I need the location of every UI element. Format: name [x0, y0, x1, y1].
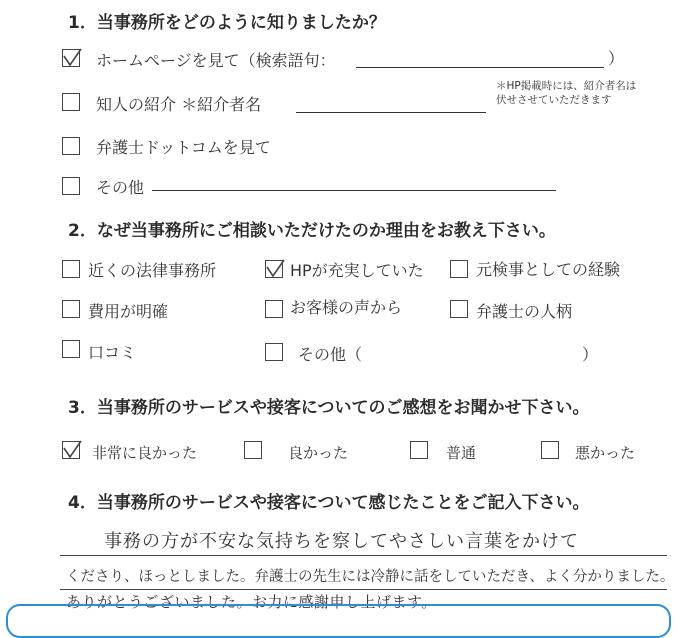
- q1-option-referral: 知人の紹介 ＊紹介者名: [96, 95, 262, 114]
- q3-option-good: 良かった: [288, 444, 349, 462]
- q3-checkbox-bad[interactable]: [541, 441, 559, 459]
- q2-checkbox-nearby[interactable]: [62, 260, 80, 278]
- check-icon: [61, 47, 83, 69]
- q2-option-wordofmouth: 口コミ: [88, 343, 137, 362]
- q1-referrer-name-field[interactable]: [296, 112, 486, 113]
- q4-answer-line-3: ありがとうございました。お力に感謝申し上げます。: [66, 593, 437, 611]
- q2-title: 2．なぜ当事務所にご相談いただけたのか理由をお教え下さい。: [68, 221, 556, 241]
- q1-checkbox-bengo4[interactable]: [62, 137, 80, 155]
- q1-other-field[interactable]: [152, 190, 556, 191]
- q1-checkbox-referral[interactable]: [62, 93, 80, 111]
- q3-checkbox-good[interactable]: [244, 441, 262, 459]
- q2-option-personality: 弁護士の人柄: [476, 302, 573, 321]
- check-icon: [61, 439, 83, 461]
- q2-checkbox-wordofmouth[interactable]: [62, 340, 80, 358]
- q2-checkbox-hp[interactable]: [265, 260, 283, 278]
- q2-option-voices: お客様の声から: [290, 298, 403, 317]
- q1-note-line1: ＊HP掲載時には、紹介者名は: [496, 80, 637, 92]
- q1-option-homepage: ホームページを見て（検索語句：: [96, 51, 336, 70]
- q1-checkbox-other[interactable]: [62, 177, 80, 195]
- q3-option-bad: 悪かった: [575, 444, 636, 462]
- q1-close-paren: ）: [608, 49, 625, 68]
- q4-answer-line-2: くださり、ほっとしました。弁護士の先生には冷静に話をしていただき、よく分かりました。: [66, 569, 675, 585]
- q4-title: 4．当事務所のサービスや接客について感じたことをご記入下さい。: [68, 493, 590, 513]
- q3-title: 3．当事務所のサービスや接客についてのご感想をお聞かせ下さい。: [68, 398, 590, 418]
- q2-option-hp: HPが充実していた: [290, 261, 424, 280]
- q4-answer-line-1: 事務の方が不安な気持ちを察してやさしい言葉をかけて: [104, 531, 579, 552]
- q1-title: 1．当事務所をどのように知りましたか？: [68, 13, 386, 33]
- q2-checkbox-other[interactable]: [265, 343, 283, 361]
- q1-note-line2: 伏せさせていただきます: [496, 94, 612, 106]
- q2-option-fees: 費用が明確: [88, 302, 169, 321]
- blue-frame: [6, 604, 671, 638]
- q2-option-other: その他（: [298, 345, 363, 364]
- q2-option-prosecutor: 元検事としての経験: [476, 260, 621, 279]
- q2-checkbox-prosecutor[interactable]: [450, 260, 468, 278]
- q2-other-close-paren: ）: [582, 345, 599, 364]
- q1-checkbox-homepage[interactable]: [62, 49, 80, 67]
- q2-checkbox-personality[interactable]: [450, 300, 468, 318]
- q1-option-other: その他: [96, 178, 145, 197]
- q3-checkbox-very-good[interactable]: [62, 441, 80, 459]
- q4-ruled-line-2: [60, 589, 667, 590]
- q3-checkbox-average[interactable]: [410, 441, 428, 459]
- q1-option-bengo4: 弁護士ドットコムを見て: [96, 138, 271, 157]
- q1-search-term-field[interactable]: [356, 67, 604, 68]
- q2-checkbox-voices[interactable]: [265, 300, 283, 318]
- q2-option-nearby: 近くの法律事務所: [88, 261, 217, 280]
- q3-option-average: 普通: [446, 444, 477, 462]
- q3-option-very-good: 非常に良かった: [92, 444, 198, 462]
- q2-checkbox-fees[interactable]: [62, 300, 80, 318]
- check-icon: [264, 258, 286, 280]
- q4-ruled-line-1: [60, 555, 667, 556]
